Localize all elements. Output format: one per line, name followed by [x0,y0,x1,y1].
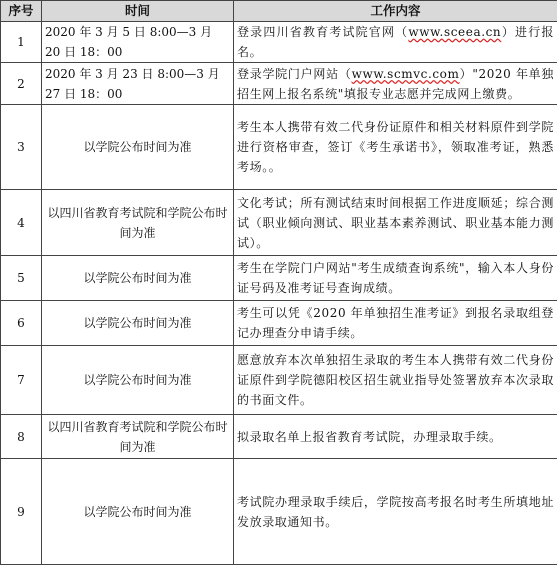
row-no: 1 [1,22,42,63]
table-row [1,190,557,256]
row-work: 考生在学院门户网站"考生成绩查询系统"，输入本人身份证号码及准考证号查询成绩。 [234,256,557,301]
row-work: 文化考试；所有测试结束时间根据工作进度顺延；综合测试（职业倾向测试、职业基本素养测试、职业基本能力测试）。 [234,190,557,256]
work-text: 登录学院门户网站（ [237,67,352,81]
table-row [1,256,557,301]
row-time: 以四川省教育考试院和学院公布时间为准 [42,415,234,459]
row-work: 拟录取名单上报省教育考试院，办理录取手续。 [234,415,557,459]
header-time: 时间 [42,1,234,22]
table-row [1,63,557,105]
row-no: 2 [1,63,42,105]
table-header-row [1,1,557,22]
row-no: 7 [1,346,42,415]
row-work [234,63,557,105]
work-text: ）进行报名。 [237,25,554,59]
row-no: 8 [1,415,42,459]
table-row [1,346,557,415]
table-row [1,415,557,459]
work-text: ）"2020 年单独招生网上报名系统"填报专业志愿并完成网上缴费。 [237,67,554,101]
row-work: 考试院办理录取手续后，学院按高考报名时考生所填地址发放录取通知书。 [234,459,557,565]
header-no: 序号 [1,1,42,22]
table-row [1,105,557,190]
website-link[interactable]: www.scmvc.com [352,67,460,81]
row-work [234,22,557,63]
table-row [1,22,557,63]
row-time: 以四川省教育考试院和学院公布时间为准 [42,190,234,256]
row-time: 以学院公布时间为准 [42,459,234,565]
row-work: 愿意放弃本次单独招生录取的考生本人携带有效二代身份证原件到学院德阳校区招生就业指导处签署放弃本次录取的书面文件。 [234,346,557,415]
row-time: 2020 年 3 月 23 日 8:00—3 月 27 日 18：00 [42,63,234,105]
row-work: 考生可以凭《2020 年单独招生准考证》到报名录取组登记办理查分申请手续。 [234,301,557,346]
row-work: 考生本人携带有效二代身份证原件和相关材料原件到学院进行资格审查，签订《考生承诺书》，领取准考证，熟悉考场。。 [234,105,557,190]
table-row [1,459,557,565]
row-time: 以学院公布时间为准 [42,256,234,301]
row-time: 以学院公布时间为准 [42,346,234,415]
website-link[interactable]: www.sceea.cn [408,25,501,39]
row-no: 6 [1,301,42,346]
row-no: 4 [1,190,42,256]
row-time: 以学院公布时间为准 [42,301,234,346]
row-no: 3 [1,105,42,190]
row-no: 5 [1,256,42,301]
header-work: 工作内容 [234,1,557,22]
table-row [1,301,557,346]
row-no: 9 [1,459,42,565]
row-time: 2020 年 3 月 5 日 8:00—3 月 20 日 18：00 [42,22,234,63]
work-text: 登录四川省教育考试院官网（ [237,25,408,39]
row-time: 以学院公布时间为准 [42,105,234,190]
